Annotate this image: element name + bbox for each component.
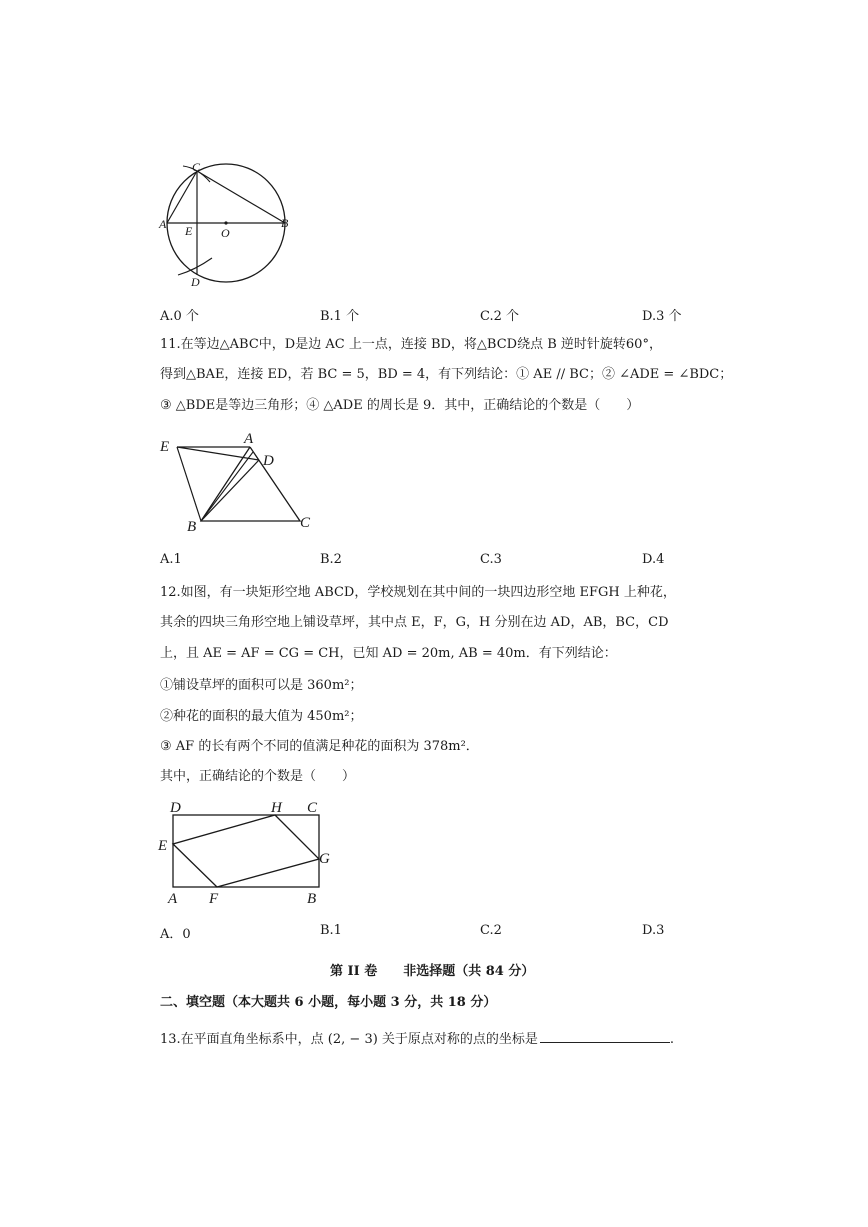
q13-text: 13.在平面直角坐标系中，点 (2, − 3) 关于原点对称的点的坐标是 <box>160 1032 538 1047</box>
label-g: G <box>319 851 330 867</box>
q12-line-5: ②种花的面积的最大值为 450m²； <box>160 709 363 724</box>
label-o: O <box>221 226 230 240</box>
label-e: E <box>158 838 168 854</box>
circle-diagram <box>150 158 300 290</box>
label-e: E <box>185 224 193 238</box>
q12-line-1: 12.如图，有一块矩形空地 ABCD，学校规划在其中间的一块四边形空地 EFGH 上种花， <box>160 585 676 600</box>
q10-option-c: C.2 个 <box>480 309 520 324</box>
q12-option-b: B.1 <box>320 923 342 938</box>
q11-figure <box>155 427 325 537</box>
q12-option-a: A．0 <box>160 927 191 942</box>
q13-line <box>160 1030 674 1049</box>
q11-line-2: 得到△BAE，连接 ED，若 BC = 5，BD = 4，有下列结论：① AE // BC；② ∠ADE = ∠BDC； <box>160 367 733 382</box>
q12-option-c: C.2 <box>480 923 502 938</box>
triangle-diagram <box>155 427 325 537</box>
label-c: C <box>300 515 311 531</box>
q10-option-d: D.3 个 <box>642 309 682 324</box>
q12-line-6: ③ AF 的长有两个不同的值满足种花的面积为 378m²． <box>160 739 479 754</box>
label-f: F <box>209 891 219 907</box>
q12-line-4: ①铺设草坪的面积可以是 360m²； <box>160 678 363 693</box>
answer-blank[interactable] <box>540 1030 670 1043</box>
rectangle-diagram <box>155 797 345 909</box>
section-heading: 二、填空题（本大题共 6 小题，每小题 3 分，共 18 分） <box>160 995 497 1010</box>
label-a: A <box>159 217 167 231</box>
q10-option-b: B.1 个 <box>320 309 360 324</box>
q11-option-a: A.1 <box>160 552 182 567</box>
label-e: E <box>160 439 170 455</box>
q10-figure <box>150 158 300 290</box>
label-b: B <box>307 891 317 907</box>
label-c: C <box>192 160 201 174</box>
q11-option-c: C.3 <box>480 552 502 567</box>
q12-option-d: D.3 <box>642 923 665 938</box>
q11-option-d: D.4 <box>642 552 665 567</box>
q11-line-1: 11.在等边△ABC中，D是边 AC 上一点，连接 BD，将△BCD绕点 B 逆时针旋转60°， <box>160 337 662 352</box>
part2-title: 第 II 卷 非选择题（共 84 分） <box>330 964 535 979</box>
q12-line-7: 其中，正确结论的个数是（ ） <box>160 769 356 784</box>
label-h: H <box>271 800 282 816</box>
label-a: A <box>244 431 254 447</box>
q13-end: . <box>669 1032 675 1047</box>
label-d: D <box>191 275 200 289</box>
label-c: C <box>307 800 318 816</box>
q12-line-3: 上，且 AE = AF = CG = CH，已知 AD = 20m, AB = 40m．有下列结论： <box>160 646 617 661</box>
q12-figure <box>155 797 345 909</box>
label-b: B <box>187 519 197 535</box>
q12-line-2: 其余的四块三角形空地上铺设草坪，其中点 E，F，G，H 分别在边 AD，AB，BC，CD <box>160 615 669 630</box>
label-b: B <box>281 216 289 230</box>
q11-line-3: ③ △BDE是等边三角形；④ △ADE 的周长是 9．其中，正确结论的个数是（ ） <box>160 398 640 413</box>
label-a: A <box>168 891 178 907</box>
q10-option-a: A.0 个 <box>160 309 199 324</box>
q11-option-b: B.2 <box>320 552 342 567</box>
label-d: D <box>170 800 181 816</box>
label-d: D <box>263 453 274 469</box>
